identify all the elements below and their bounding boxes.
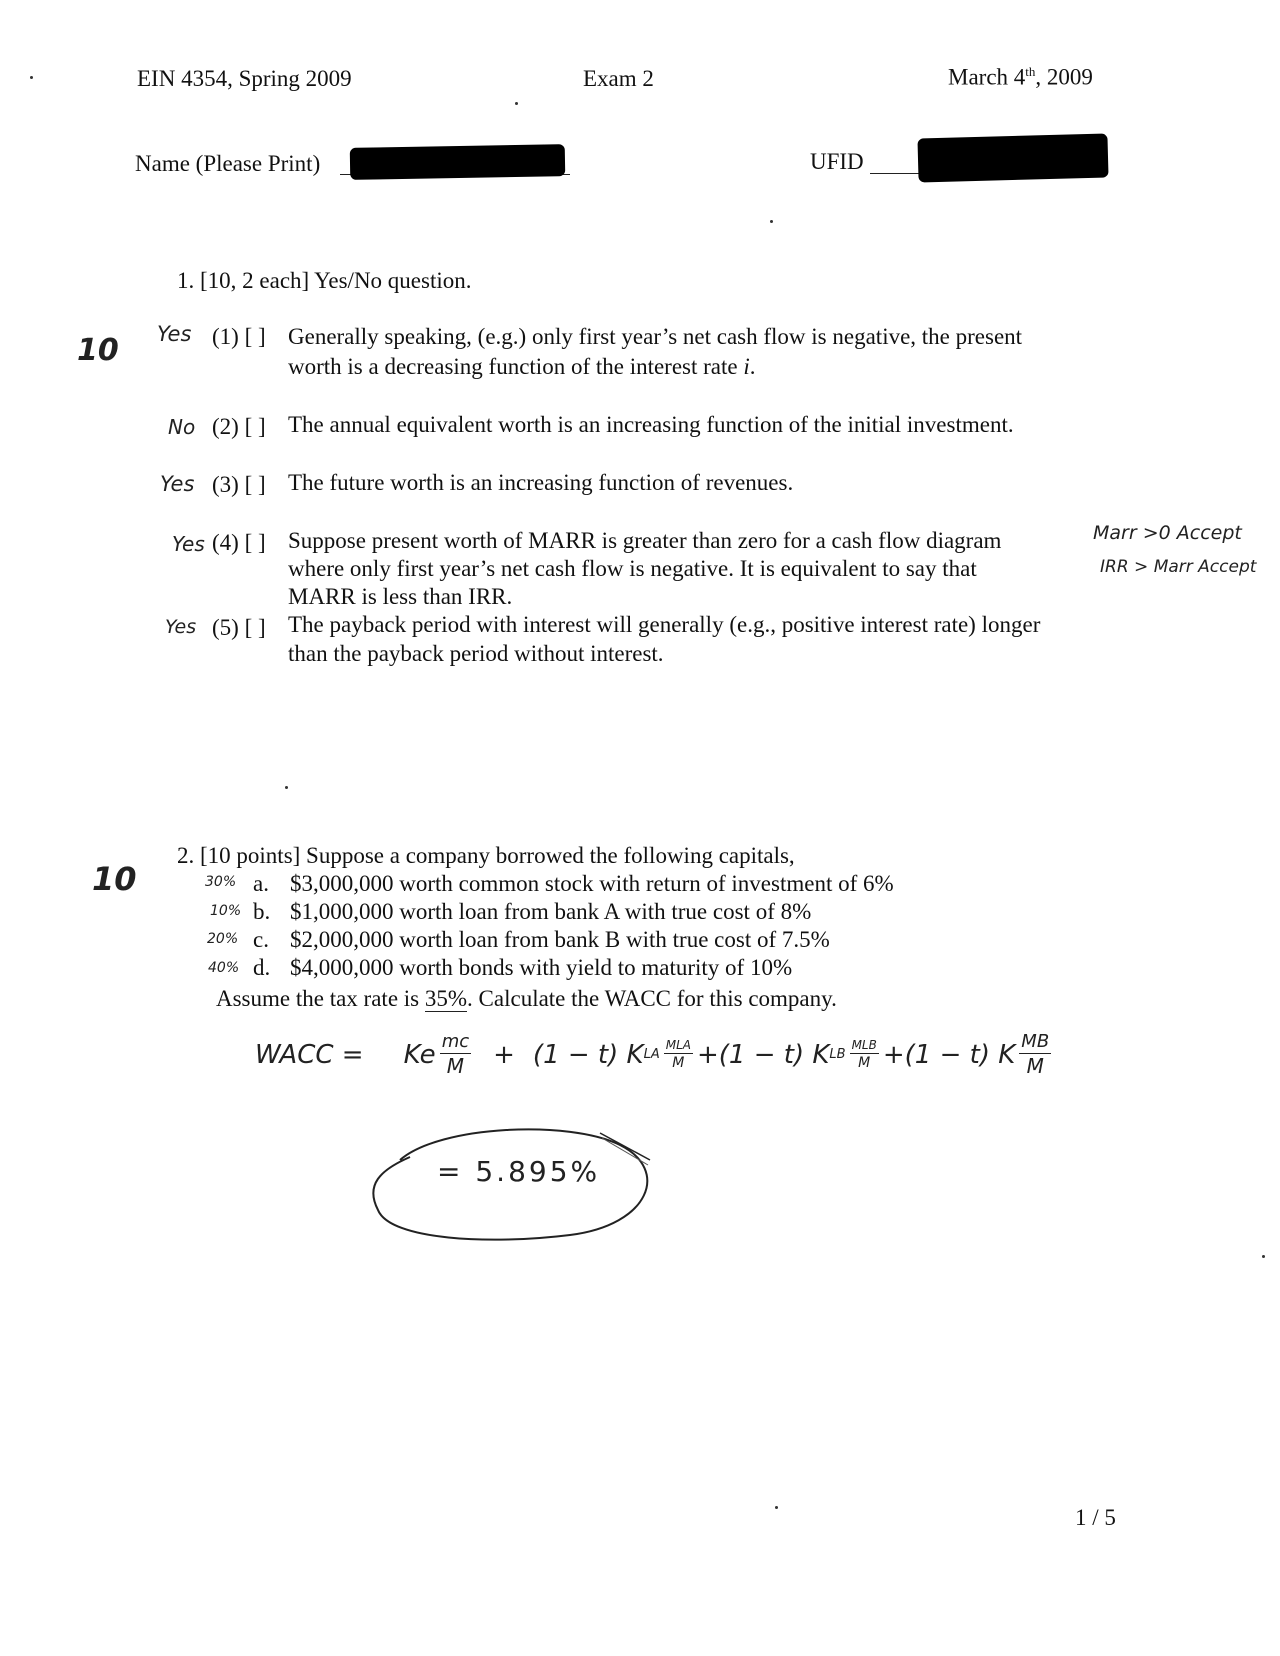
exam-date-year: , 2009 [1035, 64, 1093, 90]
q2-title: 2. [10 points] Suppose a company borrowed the following capitals, [177, 843, 795, 868]
q2-item-a: $3,000,000 worth common stock with return of investment of 6% [290, 871, 894, 896]
scan-speck [285, 786, 288, 789]
q2-item-a-letter: a. [253, 871, 269, 896]
wacc-term3-num: MLB [851, 1038, 877, 1052]
ufid-redaction [917, 134, 1108, 183]
q1-statement-5-line2: than the payback period without interest. [288, 641, 664, 666]
course-code: EIN 4354, Spring 2009 [137, 66, 352, 91]
wacc-term2-fraction [664, 1039, 693, 1070]
wacc-lhs: WACC = [255, 1039, 364, 1070]
q2-item-b-letter: b. [253, 899, 271, 924]
q1-answer-5: Yes [165, 616, 197, 638]
name-label: Name (Please Print) [135, 151, 321, 176]
wacc-term1-den: M [446, 1054, 465, 1078]
q1-statement-1-line2-text: worth is a decreasing function of the interest rate [288, 354, 744, 379]
wacc-term3-den: M [858, 1055, 871, 1071]
q2-item-b: $1,000,000 worth loan from bank A with true cost of 8% [290, 899, 812, 924]
q2-weight-c: 20% [207, 931, 239, 947]
wacc-ke: Ke [403, 1039, 436, 1070]
q2-tax-pre: Assume the tax rate is [216, 986, 425, 1011]
q1-statement-1-line2 [288, 354, 756, 380]
page-number: 1 / 5 [1075, 1505, 1116, 1530]
q1-answer-3: Yes [160, 472, 195, 496]
wacc-term4-num: MB [1021, 1031, 1050, 1052]
wacc-term1-num: mc [441, 1031, 470, 1052]
exam-date-sup: th [1025, 64, 1036, 79]
q1-answer-2: No [168, 415, 196, 439]
q2-weight-a: 30% [205, 874, 237, 890]
q1-marker-5: (5) [ ] [212, 615, 266, 640]
ufid-label: UFID [810, 149, 864, 174]
exam-date [948, 64, 1093, 91]
scan-speck [30, 76, 33, 79]
wacc-term3: +(1 − t) K [696, 1039, 830, 1070]
scan-speck [515, 102, 518, 105]
q2-item-d-letter: d. [253, 955, 271, 980]
q2-tax-statement [216, 986, 837, 1012]
wacc-term3-fraction [850, 1039, 879, 1070]
exam-title: Exam 2 [583, 66, 654, 91]
q1-statement-1-line1: Generally speaking, (e.g.) only first year’s net cash flow is negative, the present [288, 324, 1023, 349]
q1-answer-4: Yes [172, 532, 205, 556]
q1-statement-4-line2: where only first year’s net cash flow is negative. It is equivalent to say that [288, 556, 977, 581]
q1-marker-3: (3) [ ] [212, 472, 266, 497]
wacc-formula [255, 1033, 1055, 1076]
q1-score: 10 [77, 333, 119, 368]
q1-side-note-2: IRR > Marr Accept [1100, 557, 1257, 577]
exam-date-main: March 4 [948, 64, 1026, 90]
q1-statement-1-line2-end: . [749, 354, 756, 379]
q1-statement-3: The future worth is an increasing function of revenues. [288, 470, 794, 495]
q1-statement-2: The annual equivalent worth is an increasing function of the initial investment. [288, 412, 1014, 437]
wacc-term3-sub: LB [829, 1047, 846, 1062]
wacc-term4-fraction [1019, 1033, 1051, 1076]
scan-speck [775, 1506, 778, 1509]
q1-answer-1: Yes [157, 322, 192, 346]
wacc-plus: + [493, 1039, 515, 1070]
q2-weight-d: 40% [208, 960, 240, 976]
q2-tax-rate: 35% [424, 986, 468, 1011]
q1-marker-1: (1) [ ] [212, 324, 266, 349]
q2-item-c-letter: c. [253, 927, 269, 952]
q1-statement-4-line1: Suppose present worth of MARR is greater than zero for a cash flow diagram [288, 528, 1002, 553]
q2-score: 10 [92, 860, 137, 898]
wacc-term2-num: MLA [665, 1038, 691, 1052]
q1-title: 1. [10, 2 each] Yes/No question. [177, 268, 472, 293]
wacc-term4: +(1 − t) K [882, 1039, 1016, 1070]
q1-marker-2: (2) [ ] [212, 414, 266, 439]
q2-item-d: $4,000,000 worth bonds with yield to maturity of 10% [290, 955, 793, 980]
q2-tax-post: . Calculate the WACC for this company. [467, 986, 837, 1011]
scan-speck [770, 220, 773, 223]
q1-side-note-1: Marr >0 Accept [1093, 522, 1242, 544]
wacc-answer: = 5.895% [437, 1155, 601, 1188]
q1-marker-4: (4) [ ] [212, 530, 266, 555]
name-redaction [350, 144, 566, 180]
q1-statement-4-line3: MARR is less than IRR. [288, 584, 513, 609]
wacc-term1-fraction [440, 1033, 471, 1076]
q1-statement-5-line1: The payback period with interest will generally (e.g., positive interest rate) longer [288, 612, 1041, 637]
interest-symbol: i [743, 354, 750, 379]
q2-item-c: $2,000,000 worth loan from bank B with true cost of 7.5% [290, 927, 830, 952]
scan-speck [1262, 1255, 1265, 1258]
wacc-term2-den: M [672, 1055, 685, 1071]
wacc-term2-sub: LA [643, 1047, 660, 1062]
q2-weight-b: 10% [210, 903, 242, 919]
wacc-term2: (1 − t) K [532, 1039, 644, 1070]
wacc-term4-den: M [1026, 1054, 1044, 1078]
